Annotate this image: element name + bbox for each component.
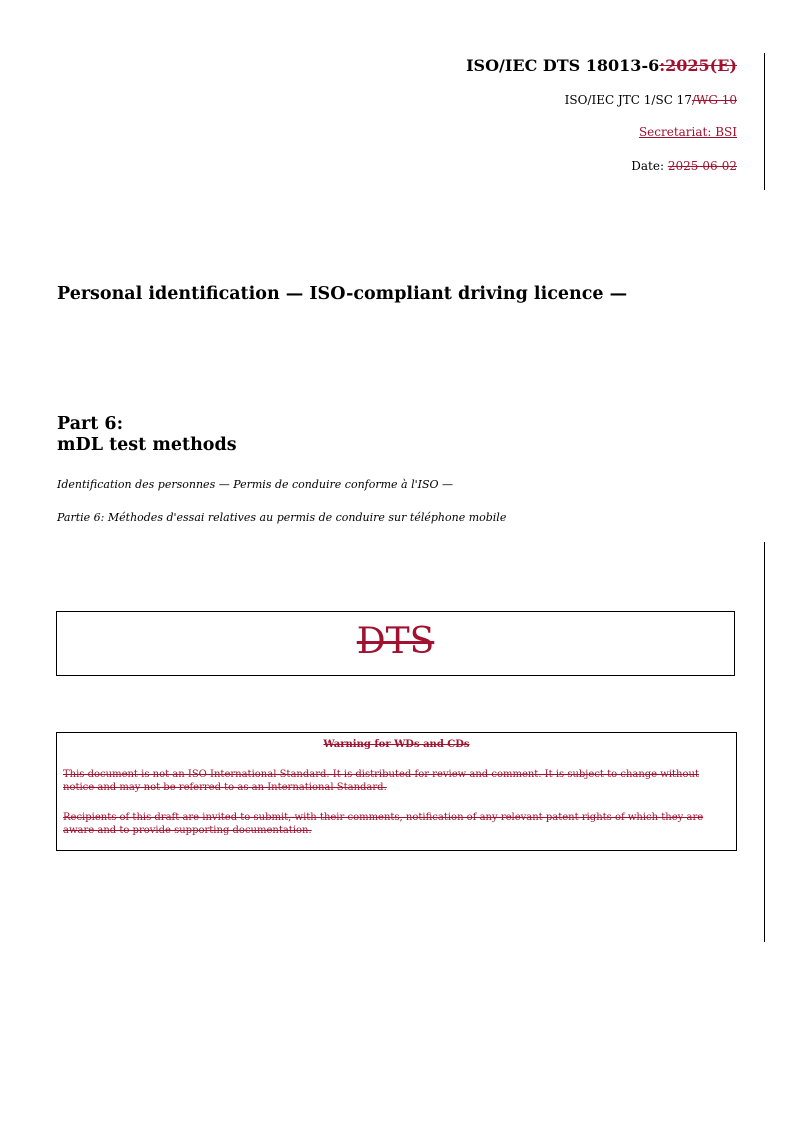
warning-paragraph-2: Recipients of this draft are invited to submit, with their comments, notification of any relevant patent rights of which they are aware and to provide supporting documentation. (63, 812, 704, 836)
french-title-line-1: Identification des personnes — Permis de conduire conforme à l'ISO — (57, 478, 454, 491)
warning-paragraph-1: This document is not an ISO International Standard. It is distributed for review and comment. It is subject to change without notice and may not be referred to as an International Standard. (63, 769, 699, 793)
change-bar-middle (764, 542, 765, 942)
date-line (631, 159, 737, 173)
main-title: Personal identification — ISO-compliant driving licence — (57, 284, 628, 304)
part-title: mDL test methods (57, 435, 237, 455)
french-title-line-2: Partie 6: Méthodes d'essai relatives au permis de conduire sur téléphone mobile (57, 511, 507, 524)
date-deleted: 2025-06-02 (667, 159, 737, 173)
secretariat (639, 125, 737, 139)
committee-reference (565, 93, 737, 107)
change-bar-top (764, 53, 765, 190)
date-label: Date: (631, 159, 668, 173)
document-stage-label: DTS (356, 621, 435, 662)
secretariat-inserted: Secretariat: BSI (638, 125, 737, 139)
warning-box (56, 732, 737, 851)
document-stage-box (56, 611, 735, 676)
part-heading (57, 414, 237, 456)
document-number (466, 56, 737, 75)
document-number-deleted: :2025(E) (659, 56, 737, 75)
committee-deleted: /WG 10 (691, 93, 737, 107)
document-number-text: ISO/IEC DTS 18013-6 (466, 56, 660, 75)
warning-title: Warning for WDs and CDs (323, 739, 470, 750)
part-number: Part 6: (57, 414, 124, 434)
committee-text: ISO/IEC JTC 1/SC 17 (564, 93, 692, 107)
